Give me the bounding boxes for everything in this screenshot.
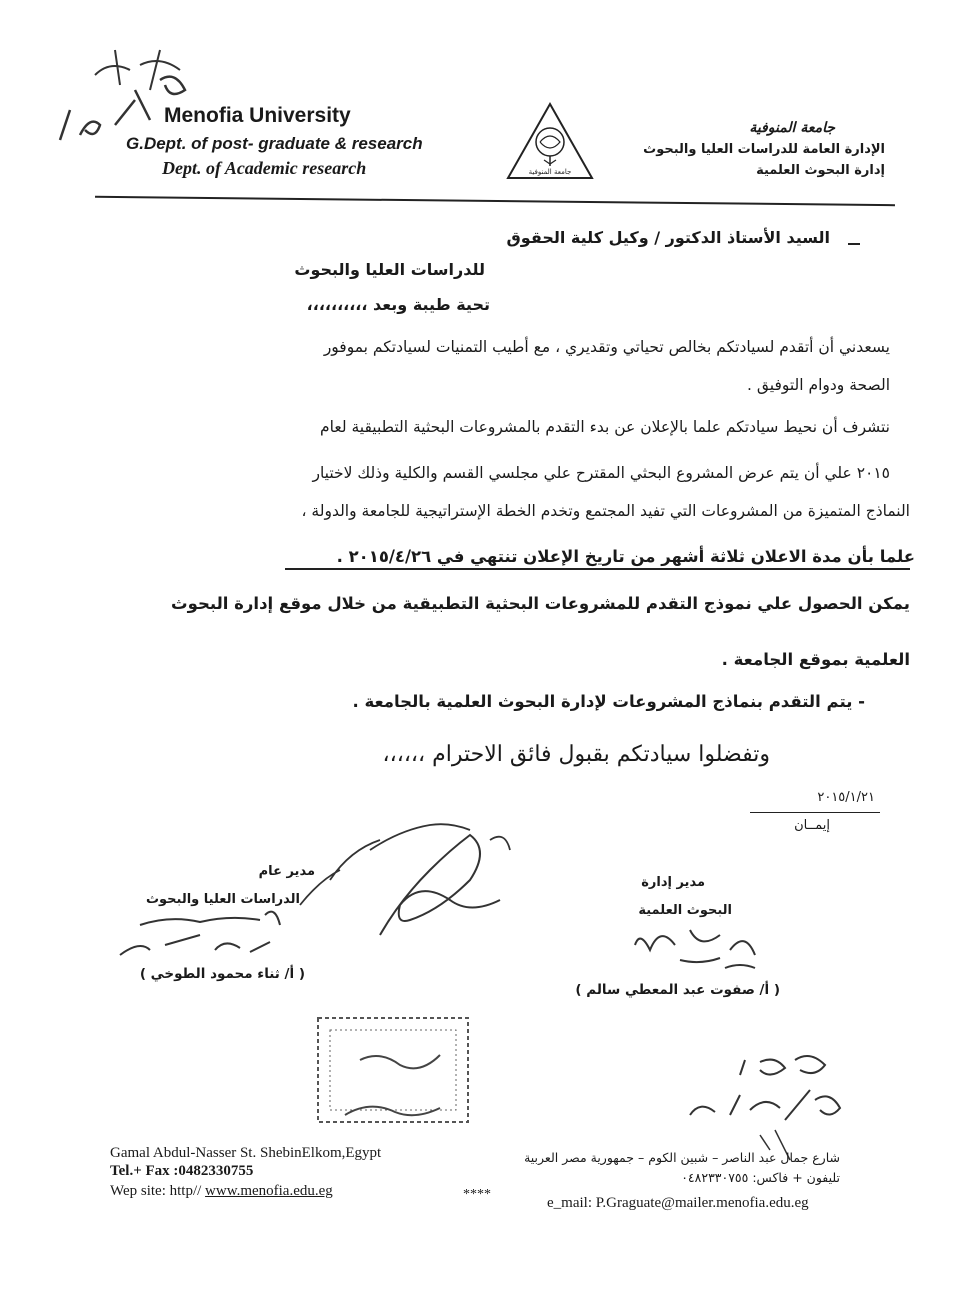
right-signer-title2: البحوث العلمية — [638, 903, 732, 918]
dept-line1-en: G.Dept. of post- graduate & research — [126, 134, 423, 153]
deadline-underline — [285, 568, 910, 570]
middle-signature-icon — [380, 835, 500, 935]
greeting: تحية طيبة وبعد ،،،،،،،،،، — [306, 295, 490, 314]
university-name-en: Menofia University — [164, 104, 351, 127]
right-signer-name: ( أ/ صفوت عبد المعطي سالم ) — [575, 982, 780, 998]
left-signer-title2: الدراسات العليا والبحوث — [145, 892, 300, 907]
footer-tel-en: Tel.+ Fax :0482330755 — [110, 1163, 254, 1179]
header-divider — [95, 196, 895, 206]
header-arabic — [565, 120, 885, 178]
dept-line1-ar: الإدارة العامة للدراسات العليا والبحوث — [643, 142, 885, 157]
footer-address-en: Gamal Abdul-Nasser St. ShebinElkom,Egypt — [110, 1145, 382, 1161]
body-line: العلمية بموقع الجامعة . — [721, 650, 910, 669]
right-signature-icon — [635, 930, 755, 968]
body-line: النماذج المتميزة من المشروعات التي تفيد المجتمع وتخدم الخطة الإستراتيجية للجامعة والدولة ، — [301, 502, 910, 520]
deadline-line: علما بأن مدة الاعلان ثلاثة أشهر من تاريخ الإعلان تنتهي في ٢٠١٥/٤/٢٦ . — [336, 547, 915, 566]
website-link[interactable]: www.menofia.edu.eg — [205, 1183, 333, 1199]
received-stamp-icon — [318, 1018, 468, 1122]
date-underline — [750, 812, 880, 813]
footer-address-ar: شارع جمال عبد الناصر – شبين الكوم – جمهورية مصر العربية — [524, 1150, 840, 1165]
body-line: ٢٠١٥ علي أن يتم عرض المشروع البحثي المقترح علي مجلسي القسم والكلية وذلك لاختيار — [312, 464, 890, 482]
footer-tel-ar: تليفون + فاكس: ٠٤٨٢٣٣٠٧٥٥ — [681, 1170, 840, 1185]
logo-caption: جامعة المنوفية — [528, 168, 572, 176]
body-line: - يتم التقدم بنماذج المشروعات لإدارة البحوث العلمية بالجامعة . — [352, 692, 865, 711]
left-signature-icon — [120, 912, 280, 955]
left-signer-title1: مدير عام — [258, 864, 315, 879]
footer-website — [110, 1183, 333, 1200]
handwritten-date-bottom-icon — [690, 1090, 840, 1120]
handwritten-number-icon — [740, 1056, 825, 1075]
body-line: نتشرف أن نحيط سيادتكم علما بالإعلان عن بدء التقدم بالمشروعات البحثية التطبيقية لعام — [320, 418, 890, 436]
left-signer-name: ( أ/ ثناء محمود الطوخي ) — [139, 966, 305, 982]
salutation-line2: للدراسات العليا والبحوث — [294, 260, 485, 279]
salutation-dash — [848, 243, 860, 245]
closing-line: وتفضلوا سيادتكم بقبول فائق الاحترام ،،،،،، — [382, 742, 770, 767]
university-name-ar: جامعة المنوفية — [749, 120, 835, 136]
body-line: الصحة ودوام التوفيق . — [747, 376, 890, 394]
footer-stars: **** — [463, 1187, 491, 1202]
website-label: Wep site: http// — [110, 1183, 206, 1199]
right-signer-title1: مدير إدارة — [641, 875, 705, 890]
letter-date: ٢٠١٥/١/٢١ — [817, 790, 875, 805]
salutation-line1: السيد الأستاذ الدكتور / وكيل كلية الحقوق — [506, 228, 830, 247]
header-english — [112, 104, 472, 179]
typist-name: إيمــان — [794, 818, 830, 833]
body-line: يمكن الحصول علي نموذج التقدم للمشروعات البحثية التطبيقية من خلال موقع إدارة البحوث — [171, 594, 910, 613]
footer-email[interactable]: e_mail: P.Graguate@mailer.menofia.edu.eg — [547, 1195, 809, 1211]
dept-line2-ar: إدارة البحوث العلمية — [756, 163, 885, 178]
body-line: يسعدني أن أتقدم لسيادتكم بخالص تحياتي وتقديري ، مع أطيب التمنيات لسيادتكم بموفور — [323, 338, 890, 356]
dept-line2-en: Dept. of Academic research — [162, 158, 367, 178]
